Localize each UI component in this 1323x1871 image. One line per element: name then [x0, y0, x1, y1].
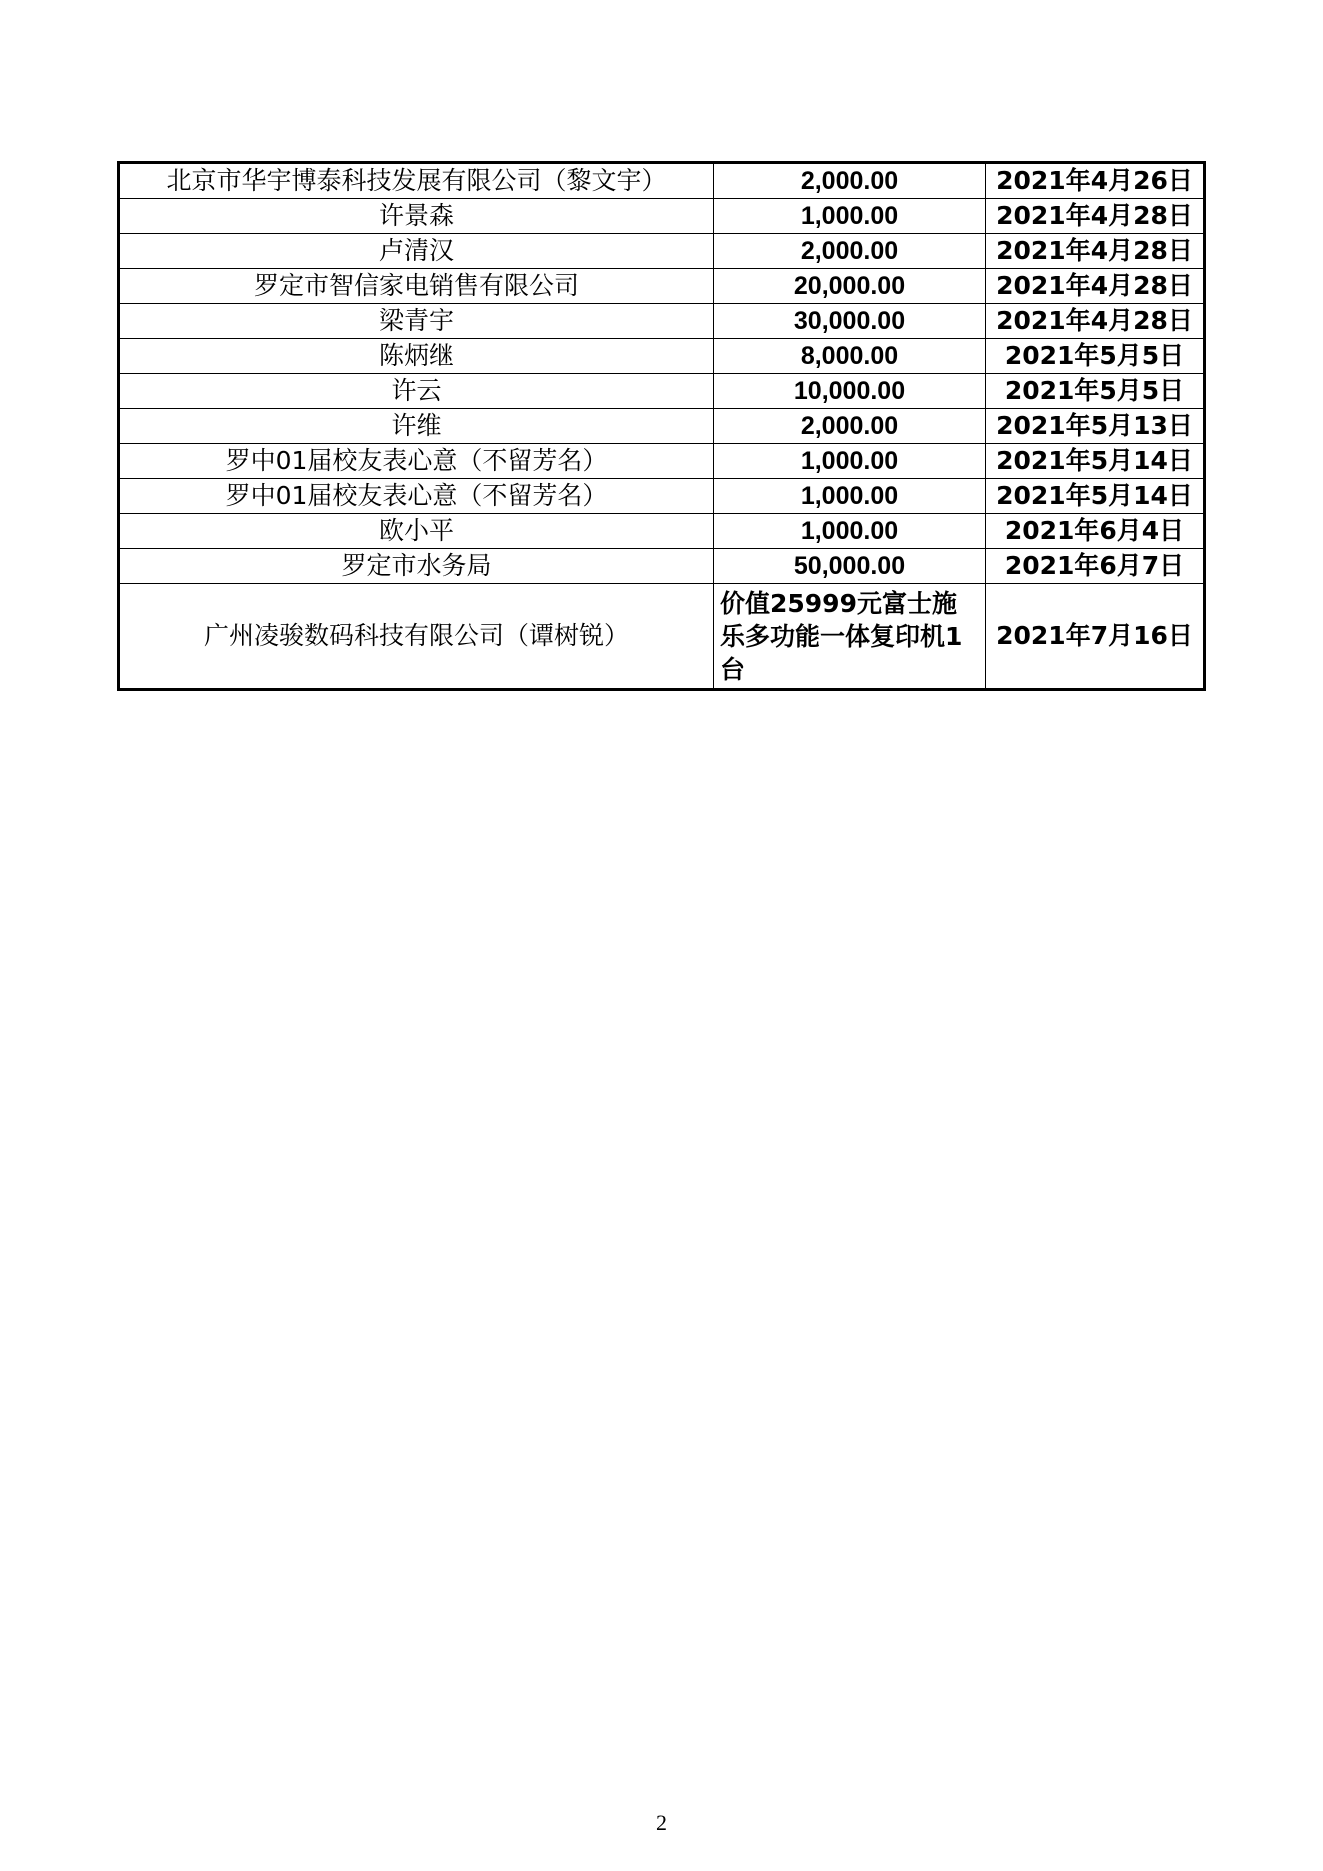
- table-row: [119, 549, 1205, 584]
- amount-cell: 1,000.00: [714, 199, 986, 234]
- table-row: [119, 234, 1205, 269]
- date-cell: 2021年4月28日: [986, 199, 1205, 234]
- table-row: [119, 514, 1205, 549]
- date-cell: 2021年5月5日: [986, 374, 1205, 409]
- table-row: [119, 269, 1205, 304]
- date-cell: 2021年5月14日: [986, 444, 1205, 479]
- date-cell: 2021年5月14日: [986, 479, 1205, 514]
- table-row: [119, 163, 1205, 199]
- page-number: 2: [656, 1810, 667, 1835]
- donor-cell: 欧小平: [119, 514, 714, 549]
- donor-cell: 许云: [119, 374, 714, 409]
- donor-cell: 卢清汉: [119, 234, 714, 269]
- donor-cell: 许维: [119, 409, 714, 444]
- donation-table: [117, 161, 1206, 691]
- donor-cell: 陈炳继: [119, 339, 714, 374]
- table-row: [119, 199, 1205, 234]
- amount-cell: 10,000.00: [714, 374, 986, 409]
- table-row: [119, 339, 1205, 374]
- amount-cell: 2,000.00: [714, 234, 986, 269]
- table-row: [119, 479, 1205, 514]
- table-row: [119, 304, 1205, 339]
- donor-cell: 罗中01届校友表心意（不留芳名）: [119, 479, 714, 514]
- donor-cell: 许景森: [119, 199, 714, 234]
- date-cell: 2021年4月28日: [986, 269, 1205, 304]
- date-cell: 2021年4月26日: [986, 163, 1205, 199]
- table-row: [119, 444, 1205, 479]
- table-row: [119, 584, 1205, 690]
- date-cell: 2021年4月28日: [986, 234, 1205, 269]
- amount-cell: 30,000.00: [714, 304, 986, 339]
- date-cell: 2021年4月28日: [986, 304, 1205, 339]
- amount-cell: 2,000.00: [714, 163, 986, 199]
- date-cell: 2021年6月4日: [986, 514, 1205, 549]
- amount-cell: 1,000.00: [714, 514, 986, 549]
- donor-cell: 北京市华宇博泰科技发展有限公司（黎文宇）: [119, 163, 714, 199]
- amount-cell: 价值25999元富士施乐多功能一体复印机1台: [714, 584, 986, 690]
- date-cell: 2021年5月5日: [986, 339, 1205, 374]
- donor-cell: 罗中01届校友表心意（不留芳名）: [119, 444, 714, 479]
- donor-cell: 罗定市水务局: [119, 549, 714, 584]
- donor-cell: 罗定市智信家电销售有限公司: [119, 269, 714, 304]
- date-cell: 2021年7月16日: [986, 584, 1205, 690]
- amount-cell: 20,000.00: [714, 269, 986, 304]
- amount-cell: 1,000.00: [714, 444, 986, 479]
- table-row: [119, 374, 1205, 409]
- amount-cell: 50,000.00: [714, 549, 986, 584]
- date-cell: 2021年5月13日: [986, 409, 1205, 444]
- amount-cell: 1,000.00: [714, 479, 986, 514]
- amount-cell: 8,000.00: [714, 339, 986, 374]
- date-cell: 2021年6月7日: [986, 549, 1205, 584]
- amount-cell: 2,000.00: [714, 409, 986, 444]
- donor-cell: 广州凌骏数码科技有限公司（谭树锐）: [119, 584, 714, 690]
- donor-cell: 梁青宇: [119, 304, 714, 339]
- table-row: [119, 409, 1205, 444]
